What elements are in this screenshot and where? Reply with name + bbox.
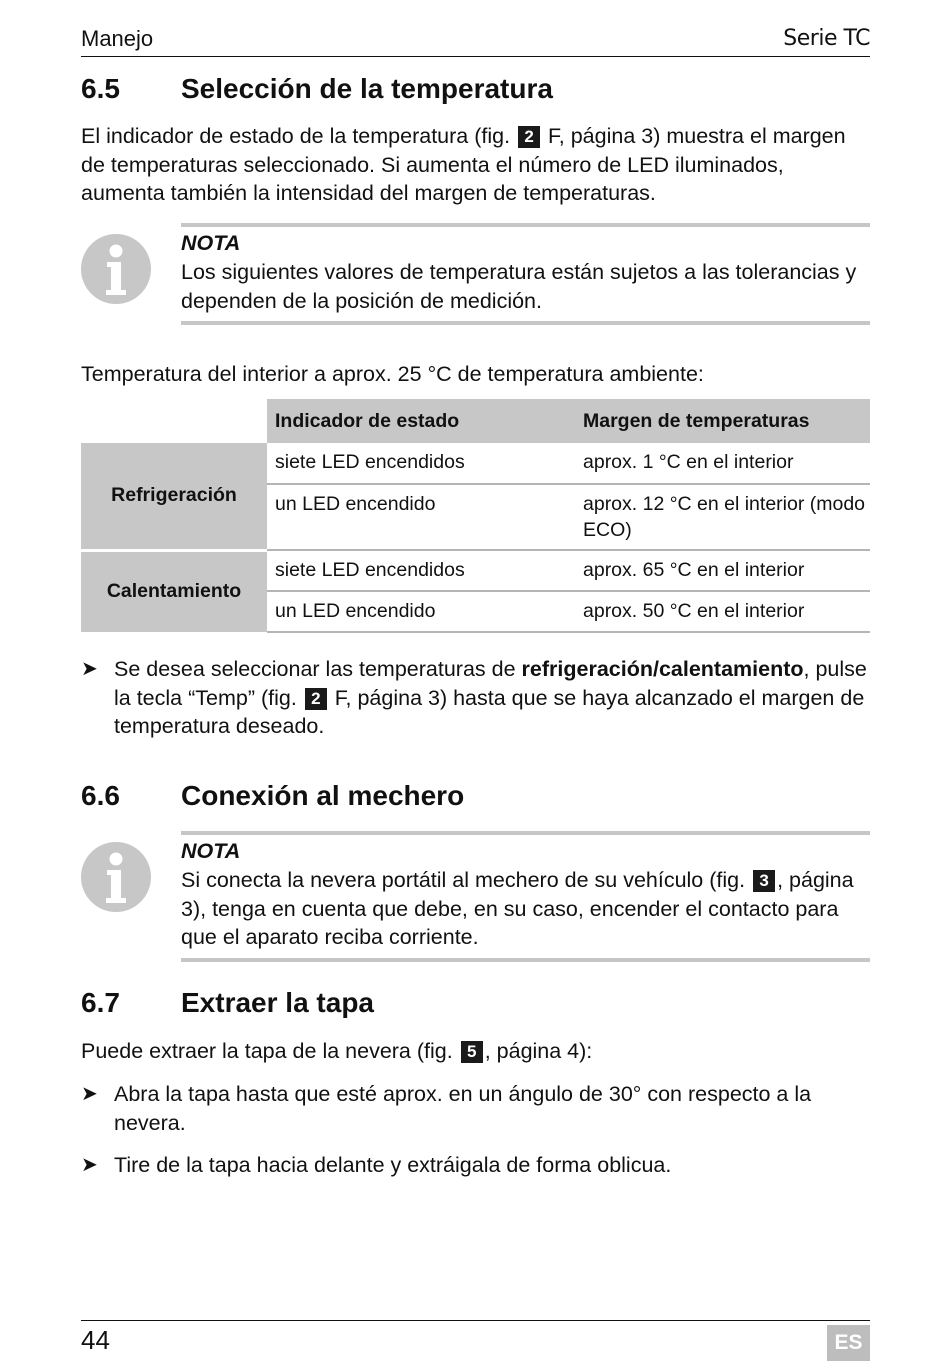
language-badge: ES: [827, 1325, 870, 1361]
figure-ref-badge: 2: [305, 688, 327, 710]
figure-ref-badge: 3: [753, 870, 775, 892]
note-text-end: , página 3), tenga en cuenta que debe, en su caso, encender el contacto para que el aparato reciba corriente.: [181, 868, 854, 949]
header-section-label: Manejo: [81, 26, 154, 51]
table-intro: Temperatura del interior a aprox. 25 °C de temperatura ambiente:: [81, 362, 704, 386]
header-series-label: Serie TC: [783, 26, 870, 51]
status-cell: siete LED encendidos: [267, 443, 575, 484]
bullet-text-cont: , pulse la tecla “Temp” (fig.: [114, 657, 867, 710]
status-cell: un LED encendido: [267, 484, 575, 550]
table-corner: [81, 399, 267, 443]
arrow-bullet-icon: ➤: [81, 1154, 98, 1176]
intro-text: El indicador de estado de la temperatura (fig.: [81, 124, 511, 148]
section-title: Extraer la tapa: [181, 987, 374, 1018]
note-text: Los siguientes valores de temperatura están sujetos a las tolerancias y dependen de la posición de medición.: [181, 260, 857, 313]
section-6-6-heading: [81, 780, 464, 812]
section-6-7-heading: [81, 987, 374, 1019]
table-row: [81, 550, 870, 591]
note-top-rule: [181, 223, 870, 227]
table-row: [81, 443, 870, 484]
figure-ref-badge: 5: [461, 1041, 483, 1063]
section-6-7-intro: [81, 1037, 870, 1066]
section-number: 6.6: [81, 780, 120, 811]
note-top-rule: [181, 831, 870, 835]
arrow-bullet-icon: ➤: [81, 658, 98, 680]
intro-text-cont: F, página 3) muestra el margen de temperaturas seleccionado. Si aumenta el número de LED iluminados, aumenta también la intensidad del margen de temperaturas.: [81, 124, 846, 205]
range-cell: aprox. 1 °C en el interior: [575, 443, 870, 484]
page-number: 44: [81, 1325, 110, 1355]
section-number: 6.7: [81, 987, 120, 1018]
temperature-table: [81, 399, 870, 633]
note-text-start: Si conecta la nevera portátil al mechero de su vehículo (fig.: [181, 868, 746, 892]
table-header-status: Indicador de estado: [267, 399, 575, 443]
bullet-text: Se desea seleccionar las temperaturas de: [114, 657, 516, 681]
range-cell: aprox. 50 °C en el interior: [575, 591, 870, 632]
note-title: NOTA: [181, 839, 241, 863]
note-bottom-rule: [181, 958, 870, 962]
section-6-5-heading: [81, 73, 553, 105]
instruction-bullet: [81, 655, 870, 741]
intro-text: Puede extraer la tapa de la nevera (fig.: [81, 1039, 453, 1063]
status-cell: un LED encendido: [267, 591, 575, 632]
info-icon: [81, 842, 151, 912]
instruction-bullet: [81, 1080, 870, 1137]
range-cell: aprox. 12 °C en el interior (modo ECO): [575, 484, 870, 550]
section-number: 6.5: [81, 73, 120, 104]
note-bottom-rule: [181, 321, 870, 325]
note-text: [181, 866, 870, 952]
info-icon: [81, 234, 151, 304]
header-divider: [81, 56, 870, 57]
instruction-bullet: [81, 1151, 870, 1180]
row-group-label: Refrigeración: [81, 443, 267, 550]
bullet-bold-text: refrigeración/calentamiento: [521, 657, 804, 681]
bullet-text-end: F, página 3) hasta que se haya alcanzado el margen de temperatura deseado.: [114, 685, 865, 738]
section-title: Conexión al mechero: [181, 780, 465, 811]
status-cell: siete LED encendidos: [267, 550, 575, 591]
footer-divider: [81, 1320, 870, 1321]
note-title: NOTA: [181, 231, 241, 255]
table-header-range: Margen de temperaturas: [575, 399, 870, 443]
section-title: Selección de la temperatura: [181, 73, 553, 104]
section-6-5-intro: [81, 122, 870, 208]
arrow-bullet-icon: ➤: [81, 1083, 98, 1105]
intro-text-cont: , página 4):: [484, 1039, 593, 1063]
bullet-text: Abra la tapa hasta que esté aprox. en un ángulo de 30° con respecto a la nevera.: [114, 1082, 812, 1135]
range-cell: aprox. 65 °C en el interior: [575, 550, 870, 591]
bullet-text: Tire de la tapa hacia delante y extráigala de forma oblicua.: [114, 1153, 672, 1177]
figure-ref-badge: 2: [518, 126, 540, 148]
row-group-label: Calentamiento: [81, 550, 267, 632]
